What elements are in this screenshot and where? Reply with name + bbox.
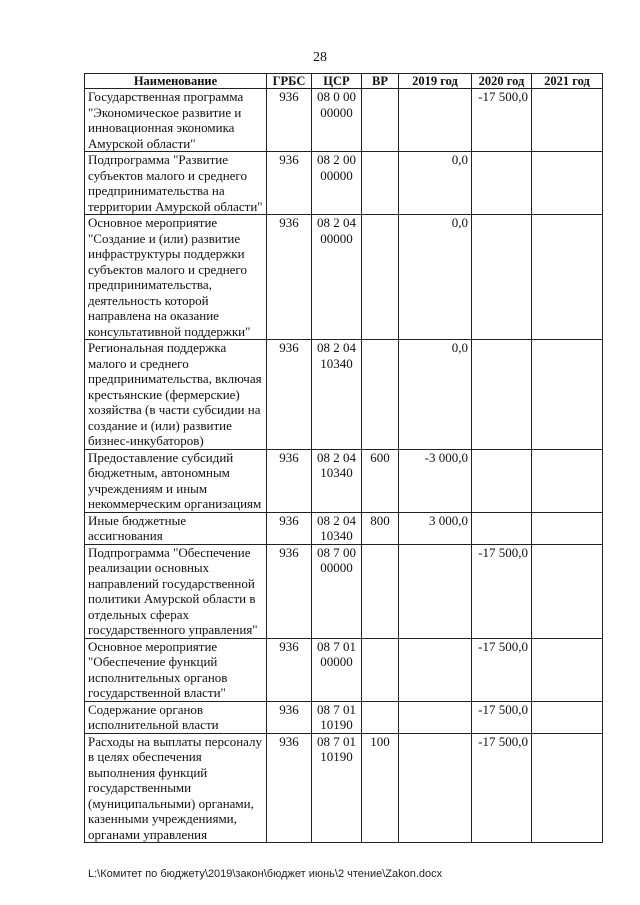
footer-file-path: L:\Комитет по бюджету\2019\закон\бюджет июнь\2 чтение\Zakon.docx xyxy=(88,868,443,880)
cell-2019 xyxy=(399,89,472,152)
header-csr: ЦСР xyxy=(312,74,362,89)
cell-2020 xyxy=(472,512,532,544)
cell-2019: 3 000,0 xyxy=(399,512,472,544)
table-header-row xyxy=(85,74,603,89)
table-row xyxy=(85,638,603,701)
cell-name: Основное мероприятие "Обеспечение функций исполнительных органов государственной власти" xyxy=(85,638,267,701)
cell-name: Содержание органов исполнительной власти xyxy=(85,701,267,733)
cell-grbs: 936 xyxy=(267,89,312,152)
table-row xyxy=(85,733,603,843)
cell-name: Государственная программа "Экономическое развитие и инновационная экономика Амурской области" xyxy=(85,89,267,152)
cell-2020 xyxy=(472,152,532,215)
cell-vr: 600 xyxy=(362,449,399,512)
cell-grbs: 936 xyxy=(267,701,312,733)
cell-name: Подпрограмма "Развитие субъектов малого и среднего предпринимательства на территории Амурской области" xyxy=(85,152,267,215)
cell-vr xyxy=(362,340,399,450)
cell-2020: -17 500,0 xyxy=(472,89,532,152)
cell-vr xyxy=(362,89,399,152)
cell-grbs: 936 xyxy=(267,449,312,512)
table-row xyxy=(85,340,603,450)
cell-name: Иные бюджетные ассигнования xyxy=(85,512,267,544)
cell-2021 xyxy=(532,733,603,843)
cell-vr xyxy=(362,701,399,733)
cell-vr xyxy=(362,544,399,638)
cell-2020: -17 500,0 xyxy=(472,544,532,638)
table-row xyxy=(85,215,603,340)
cell-2019: 0,0 xyxy=(399,215,472,340)
header-vr: ВР xyxy=(362,74,399,89)
cell-2020 xyxy=(472,215,532,340)
cell-name: Подпрограмма "Обеспечение реализации основных направлений государственной политики Амурской области в отдельных сферах государственного управления" xyxy=(85,544,267,638)
table-row xyxy=(85,544,603,638)
cell-grbs: 936 xyxy=(267,340,312,450)
table-row xyxy=(85,89,603,152)
page-number: 28 xyxy=(313,50,327,65)
cell-grbs: 936 xyxy=(267,152,312,215)
cell-grbs: 936 xyxy=(267,544,312,638)
cell-csr: 08 0 00 00000 xyxy=(312,89,362,152)
cell-csr: 08 7 01 10190 xyxy=(312,733,362,843)
cell-2019 xyxy=(399,733,472,843)
cell-csr: 08 7 01 00000 xyxy=(312,638,362,701)
cell-grbs: 936 xyxy=(267,215,312,340)
cell-grbs: 936 xyxy=(267,733,312,843)
cell-2020 xyxy=(472,340,532,450)
table-row xyxy=(85,152,603,215)
cell-vr xyxy=(362,638,399,701)
table-row xyxy=(85,701,603,733)
cell-vr: 100 xyxy=(362,733,399,843)
cell-vr: 800 xyxy=(362,512,399,544)
cell-2019: 0,0 xyxy=(399,152,472,215)
cell-grbs: 936 xyxy=(267,638,312,701)
header-2019: 2019 год xyxy=(399,74,472,89)
budget-table xyxy=(84,73,603,843)
cell-2019 xyxy=(399,638,472,701)
cell-2021 xyxy=(532,638,603,701)
cell-csr: 08 2 00 00000 xyxy=(312,152,362,215)
cell-vr xyxy=(362,215,399,340)
cell-csr: 08 7 00 00000 xyxy=(312,544,362,638)
cell-name: Региональная поддержка малого и среднего предпринимательства, включая крестьянские (фермерские) хозяйства (в части субсидии на создание и (или) развитие бизнес-инкубаторов) xyxy=(85,340,267,450)
header-grbs: ГРБС xyxy=(267,74,312,89)
header-name: Наименование xyxy=(85,74,267,89)
cell-2020: -17 500,0 xyxy=(472,701,532,733)
cell-2021 xyxy=(532,340,603,450)
cell-name: Расходы на выплаты персоналу в целях обеспечения выполнения функций государственными (муниципальными) органами, казенными учреждениями, органами управления xyxy=(85,733,267,843)
cell-name: Предоставление субсидий бюджетным, автономным учреждениям и иным некоммерческим организациям xyxy=(85,449,267,512)
cell-2021 xyxy=(532,449,603,512)
cell-csr: 08 7 01 10190 xyxy=(312,701,362,733)
table-row xyxy=(85,449,603,512)
header-2020: 2020 год xyxy=(472,74,532,89)
cell-grbs: 936 xyxy=(267,512,312,544)
cell-2021 xyxy=(532,701,603,733)
table-row xyxy=(85,512,603,544)
header-2021: 2021 год xyxy=(532,74,603,89)
cell-2021 xyxy=(532,89,603,152)
cell-2021 xyxy=(532,152,603,215)
cell-csr: 08 2 04 10340 xyxy=(312,512,362,544)
cell-2019: 0,0 xyxy=(399,340,472,450)
cell-2021 xyxy=(532,544,603,638)
cell-2021 xyxy=(532,215,603,340)
cell-2019 xyxy=(399,544,472,638)
cell-2021 xyxy=(532,512,603,544)
cell-csr: 08 2 04 00000 xyxy=(312,215,362,340)
cell-csr: 08 2 04 10340 xyxy=(312,340,362,450)
cell-csr: 08 2 04 10340 xyxy=(312,449,362,512)
cell-2020: -17 500,0 xyxy=(472,733,532,843)
cell-2020 xyxy=(472,449,532,512)
cell-2019: -3 000,0 xyxy=(399,449,472,512)
cell-2019 xyxy=(399,701,472,733)
cell-2020: -17 500,0 xyxy=(472,638,532,701)
cell-vr xyxy=(362,152,399,215)
cell-name: Основное мероприятие "Создание и (или) развитие инфраструктуры поддержки субъектов малого и среднего предпринимательства, деятельность которой направлена на оказание консультативной поддержки" xyxy=(85,215,267,340)
